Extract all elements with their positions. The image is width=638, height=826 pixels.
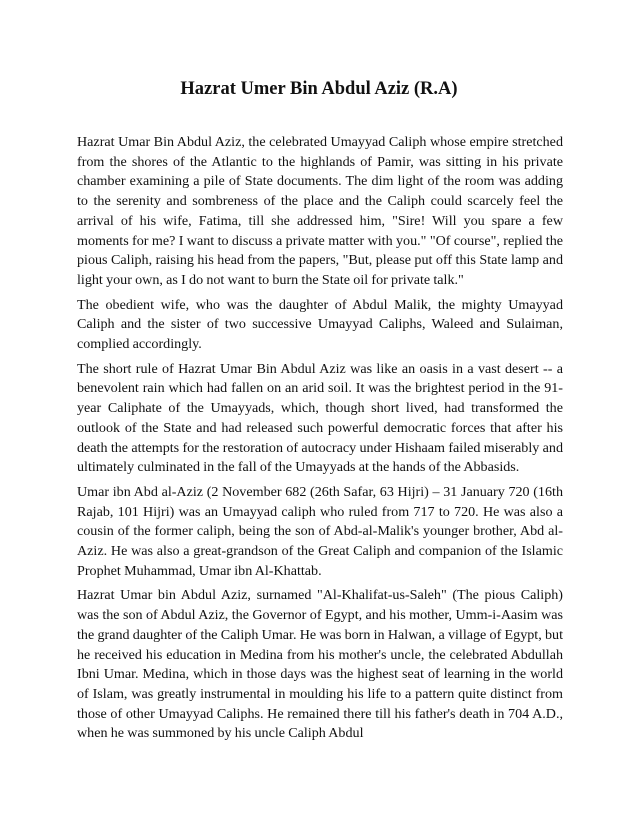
paragraph-rule: The short rule of Hazrat Umar Bin Abdul Aziz was like an oasis in a vast desert -- a benevolent rain which had fallen on an arid soil. It was the brightest period in the 91-year Caliphate of the Umayyads, which, though short lived, had transformed the outlook of the State and had released such powerful democratic forces that after his death the attempts for the restoration of autocracy under Hishaam failed miserably and ultimately culminated in the fall of the Umayyads at the hands of the Abbasids.	[77, 360, 563, 476]
page-title: Hazrat Umer Bin Abdul Aziz (R.A)	[180, 79, 458, 99]
paragraph-biography: Umar ibn Abd al-Aziz (2 November 682 (26th Safar, 63 Hijri) – 31 January 720 (16th Rajab, 101 Hijri) was an Umayyad caliph who ruled from 717 to 720. He was also a cousin of the former caliph, being the son of Abd-al-Malik's younger brother, Abd al-Aziz. He was also a great-grandson of the Great Caliph and companion of the Islamic Prophet Muhammad, Umar ibn Al-Khattab.	[77, 483, 563, 579]
document-body	[77, 133, 563, 749]
paragraph-wife: The obedient wife, who was the daughter of Abdul Malik, the mighty Umayyad Caliph and the sister of two successive Umayyad Caliphs, Waleed and Sulaiman, complied accordingly.	[77, 296, 563, 353]
paragraph-early-life: Hazrat Umar bin Abdul Aziz, surnamed "Al-Khalifat-us-Saleh" (The pious Caliph) was the son of Abdul Aziz, the Governor of Egypt, and his mother, Umm-i-Aasim was the grand daughter of the Caliph Umar. He was born in Halwan, a village of Egypt, but he received his education in Medina from his mother's uncle, the celebrated Abdullah Ibni Umar. Medina, which in those days was the highest seat of learning in the world of Islam, was greatly instrumental in moulding his life to a pattern quite distinct from those of other Umayyad Caliphs. He remained there till his father's death in 704 A.D., when he was summoned by his uncle Caliph Abdul	[77, 587, 563, 742]
paragraph-intro: Hazrat Umar Bin Abdul Aziz, the celebrated Umayyad Caliph whose empire stretched from the shores of the Atlantic to the highlands of Pamir, was sitting in his private chamber examining a pile of State documents. The dim light of the room was adding to the serenity and sombreness of the place and the Caliph could scarcely feel the arrival of his wife, Fatima, till she addressed him, "Sire! Will you spare a few moments for me? I want to discuss a private matter with you." "Of course", replied the pious Caliph, raising his head from the papers, "But, please put off this State lamp and light your own, as I do not want to burn the State oil for private talk."	[77, 134, 563, 288]
